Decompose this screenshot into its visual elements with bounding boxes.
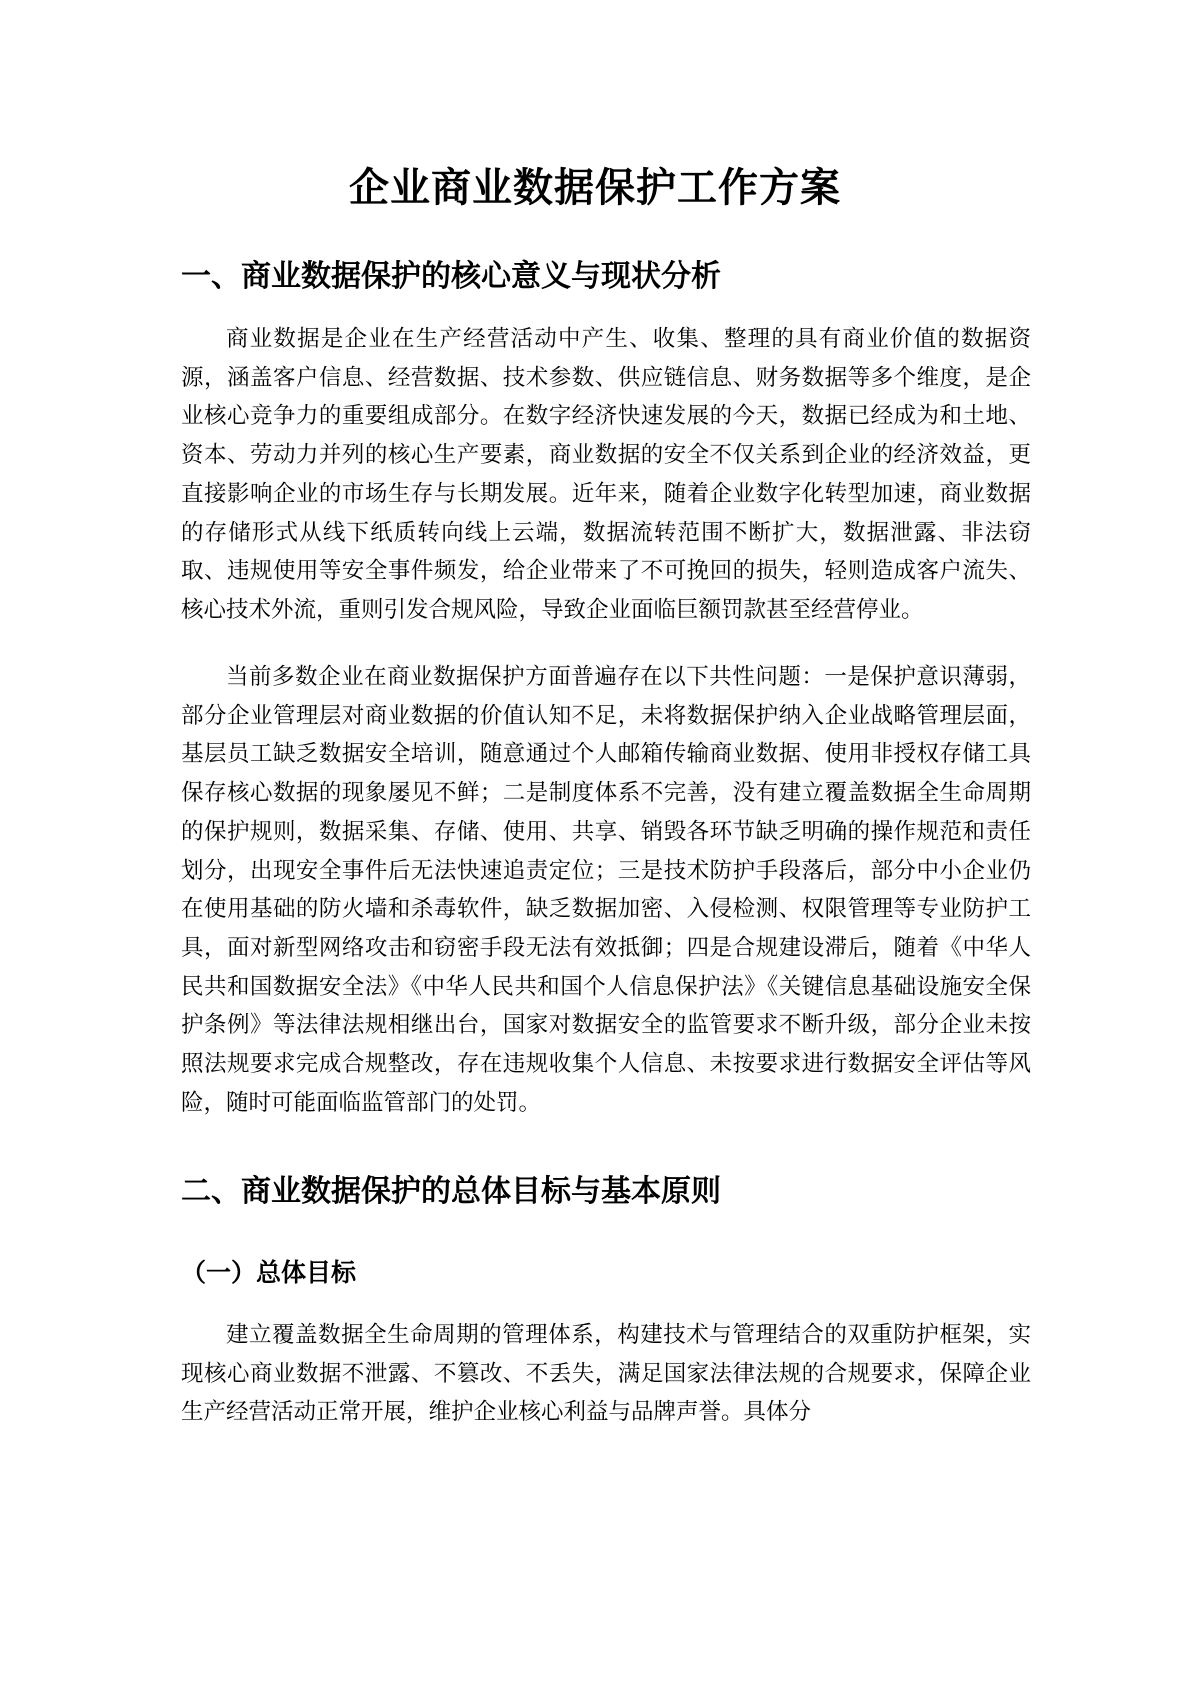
section-1-paragraph-1: 商业数据是企业在生产经营活动中产生、收集、整理的具有商业价值的数据资源，涵盖客户信息、经营数据、技术参数、供应链信息、财务数据等多个维度，是企业核心竞争力的重要组成部分。在数字经济快速发展的今天，数据已经成为和土地、资本、劳动力并列的核心生产要素，商业数据的安全不仅关系到企业的经济效益，更直接影响企业的市场生存与长期发展。近年来，随着企业数字化转型加速，商业数据的存储形式从线下纸质转向线上云端，数据流转范围不断扩大，数据泄露、非法窃取、违规使用等安全事件频发，给企业带来了不可挽回的损失，轻则造成客户流失、核心技术外流，重则引发合规风险，导致企业面临巨额罚款甚至经营停业。 [181, 326, 1031, 623]
section-1-heading: 一、商业数据保护的核心意义与现状分析 [181, 259, 721, 294]
subsection-2-1-heading: （一）总体目标 [181, 1258, 357, 1287]
section-1-paragraph-2: 当前多数企业在商业数据保护方面普遍存在以下共性问题：一是保护意识薄弱，部分企业管理层对商业数据的价值认知不足，未将数据保护纳入企业战略管理层面，基层员工缺乏数据安全培训，随意通过个人邮箱传输商业数据、使用非授权存储工具保存核心数据的现象屡见不鲜；二是制度体系不完善，没有建立覆盖数据全生命周期的保护规则，数据采集、存储、使用、共享、销毁各环节缺乏明确的操作规范和责任划分，出现安全事件后无法快速追责定位；三是技术防护手段落后，部分中小企业仍在使用基础的防火墙和杀毒软件，缺乏数据加密、入侵检测、权限管理等专业防护工具，面对新型网络攻击和窃密手段无法有效抵御；四是合规建设滞后，随着《中华人民共和国数据安全法》《中华人民共和国个人信息保护法》《关键信息基础设施安全保护条例》等法律法规相继出台，国家对数据安全的监管要求不断升级，部分企业未按照法规要求完成合规整改，存在违规收集个人信息、未按要求进行数据安全评估等风险，随时可能面临监管部门的处罚。 [181, 664, 1031, 1116]
document-title: 企业商业数据保护工作方案 [349, 165, 841, 211]
subsection-2-1-paragraph: 建立覆盖数据全生命周期的管理体系，构建技术与管理结合的双重防护框架，实现核心商业数据不泄露、不篡改、不丢失，满足国家法律法规的合规要求，保障企业生产经营活动正常开展，维护企业核心利益与品牌声誉。具体分 [181, 1322, 1031, 1426]
section-2-heading: 二、商业数据保护的总体目标与基本原则 [181, 1174, 721, 1209]
